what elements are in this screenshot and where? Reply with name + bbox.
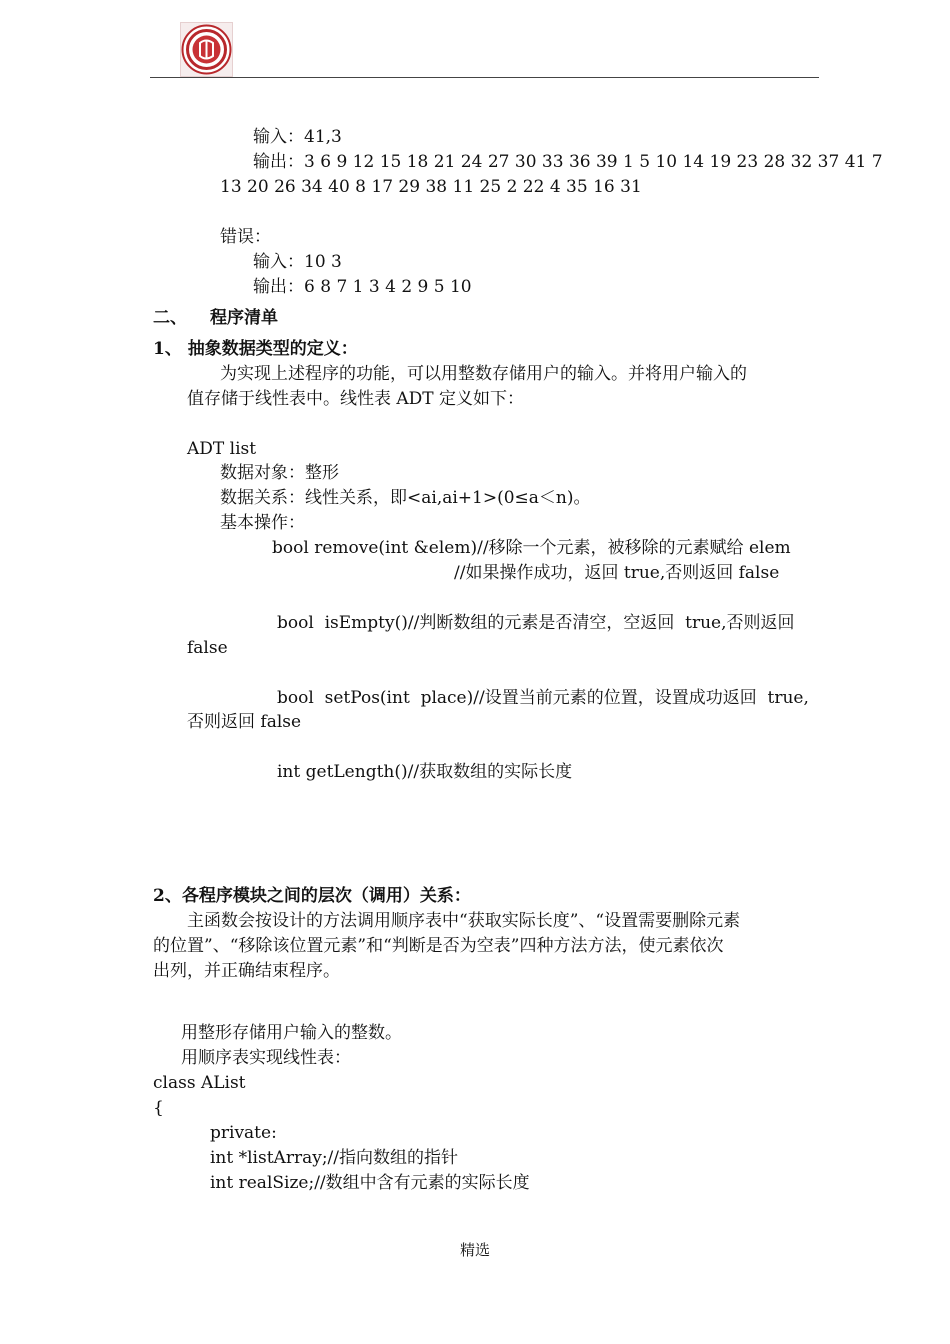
op-remove-line2: //如果操作成功，返回 true,否则返回 false <box>454 563 780 583</box>
hierarchy-heading: 2、各程序模块之间的层次（调用）关系： <box>153 886 471 906</box>
code-note1: 用整形存储用户输入的整数。 <box>181 1023 402 1043</box>
adt-heading: 1、 抽象数据类型的定义： <box>153 339 358 359</box>
code-member2: int realSize;//数组中含有元素的实际长度 <box>210 1173 530 1193</box>
code-private-label: private: <box>210 1123 277 1143</box>
op-getlength: int getLength()//获取数组的实际长度 <box>277 762 573 782</box>
error-label: 错误： <box>220 227 271 247</box>
error-input: 输入：10 3 <box>253 252 342 272</box>
adt-data-objects: 数据对象：整形 <box>220 463 339 483</box>
op-setpos-line2: 否则返回 false <box>187 712 302 732</box>
code-class-decl: class AList <box>153 1073 246 1093</box>
section-number: 二、 <box>153 308 187 328</box>
adt-intro-line1: 为实现上述程序的功能，可以用整数存储用户的输入。并将用户输入的 <box>220 364 747 384</box>
op-isempty-line1: bool isEmpty()//判断数组的元素是否清空，空返回 true,否则返回 <box>277 613 795 633</box>
example-output-line1: 输出：3 6 9 12 15 18 21 24 27 30 33 36 39 1 5 10 14 19 23 28 32 37 41 7 <box>253 152 883 172</box>
section-title: 程序清单 <box>210 308 278 328</box>
adt-data-relation: 数据关系：线性关系，即<ai,ai+1>(0≤a＜n)。 <box>220 488 591 508</box>
example-output-line2: 13 20 26 34 40 8 17 29 38 11 25 2 22 4 35 16 31 <box>220 177 642 197</box>
code-member1: int *listArray;//指向数组的指针 <box>210 1148 459 1168</box>
error-output: 输出：6 8 7 1 3 4 2 9 5 10 <box>253 277 472 297</box>
op-setpos-line1: bool setPos(int place)//设置当前元素的位置，设置成功返回 true, <box>277 688 809 708</box>
page-footer: 精选 <box>459 1241 490 1259</box>
adt-ops-label: 基本操作： <box>220 513 305 533</box>
adt-name: ADT list <box>187 439 257 459</box>
adt-intro-line2: 值存储于线性表中。线性表 ADT 定义如下： <box>187 389 525 409</box>
op-isempty-line2: false <box>187 638 228 658</box>
university-seal-logo <box>180 22 233 77</box>
op-remove-line1: bool remove(int &elem)//移除一个元素，被移除的元素赋给 elem <box>272 538 791 558</box>
header-rule <box>150 77 819 78</box>
hierarchy-para-line2: 的位置”、“移除该位置元素”和“判断是否为空表”四种方法方法，使元素依次 <box>153 936 724 956</box>
code-note2: 用顺序表实现线性表： <box>181 1048 351 1068</box>
hierarchy-para-line1: 主函数会按设计的方法调用顺序表中“获取实际长度”、“设置需要删除元素 <box>187 911 741 931</box>
hierarchy-para-line3: 出列，并正确结束程序。 <box>153 961 340 981</box>
example-input: 输入：41,3 <box>253 127 342 147</box>
code-brace-open: { <box>153 1098 164 1118</box>
